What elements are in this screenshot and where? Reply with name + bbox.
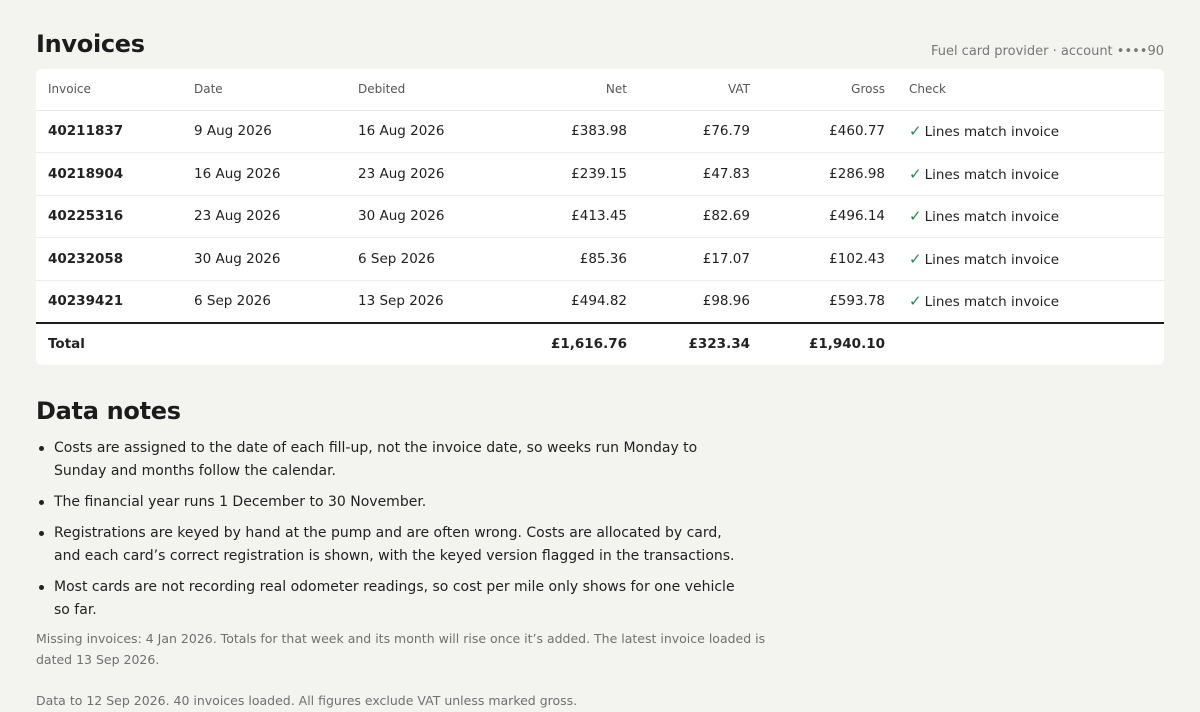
gross-amount: £496.14	[762, 195, 897, 238]
column-header-debited[interactable]: Debited	[346, 69, 496, 110]
debited-date: 6 Sep 2026	[346, 238, 496, 281]
invoice-number: 40225316	[36, 195, 182, 238]
table-row[interactable]	[36, 110, 1164, 153]
invoice-number: 40232058	[36, 238, 182, 281]
data-footer-note: Data to 12 Sep 2026. 40 invoices loaded. All figures exclude VAT unless marked gross.	[36, 692, 578, 708]
total-gross: £1,940.10	[762, 323, 897, 365]
net-amount: £239.15	[496, 153, 639, 196]
list-item: Registrations are keyed by hand at the pump and are often wrong. Costs are allocated by card, and each card’s correct registration is shown, with the keyed version flagged in the transactions.	[36, 522, 736, 568]
net-amount: £413.45	[496, 195, 639, 238]
vat-amount: £17.07	[639, 238, 762, 281]
table-row[interactable]	[36, 153, 1164, 196]
check-label: Lines match invoice	[924, 294, 1060, 310]
table-row[interactable]	[36, 195, 1164, 238]
missing-invoices-note: Missing invoices: 4 Jan 2026. Totals for that week and its month will rise once it’s added. The latest invoice loaded is dated 13 Sep 2026.	[36, 630, 766, 667]
invoice-date: 30 Aug 2026	[182, 238, 346, 281]
debited-date: 16 Aug 2026	[346, 110, 496, 153]
column-header-check[interactable]: Check	[897, 69, 1164, 110]
table-row[interactable]	[36, 238, 1164, 281]
net-amount: £383.98	[496, 110, 639, 153]
invoice-date: 23 Aug 2026	[182, 195, 346, 238]
column-header-gross[interactable]: Gross	[762, 69, 897, 110]
vat-amount: £82.69	[639, 195, 762, 238]
total-net: £1,616.76	[496, 323, 639, 365]
debited-date: 23 Aug 2026	[346, 153, 496, 196]
page-header	[36, 28, 1164, 69]
gross-amount: £460.77	[762, 110, 897, 153]
checkmark-icon: ✓	[909, 249, 922, 268]
account-label: Fuel card provider · account ••••90	[930, 44, 1164, 59]
checkmark-icon: ✓	[909, 122, 922, 141]
page-title: Invoices	[36, 30, 145, 58]
invoice-date: 9 Aug 2026	[182, 110, 346, 153]
checkmark-icon: ✓	[909, 207, 922, 226]
debited-date: 13 Sep 2026	[358, 293, 444, 309]
net-amount: £494.82	[571, 293, 627, 309]
vat-amount: £98.96	[702, 293, 750, 309]
check-label: Lines match invoice	[924, 251, 1060, 268]
column-header-date[interactable]: Date	[182, 69, 346, 110]
total-vat: £323.34	[639, 323, 762, 365]
invoice-date: 16 Aug 2026	[182, 153, 346, 196]
invoice-date: 6 Sep 2026	[194, 293, 271, 309]
checkmark-icon: ✓	[909, 164, 922, 183]
invoice-number: 40211837	[36, 110, 182, 153]
column-header-invoice[interactable]: Invoice	[36, 69, 182, 110]
table-row[interactable]	[36, 280, 1164, 323]
check-status	[897, 238, 1164, 281]
check-label: Lines match invoice	[924, 166, 1060, 183]
net-amount: £85.36	[496, 238, 639, 281]
list-item: Most cards are not recording real odometer readings, so cost per mile only shows for one vehicle so far.	[36, 576, 736, 622]
invoice-number: 40239421	[48, 293, 124, 309]
invoice-number: 40218904	[36, 153, 182, 196]
column-header-vat[interactable]: VAT	[639, 69, 762, 110]
check-label: Lines match invoice	[924, 124, 1060, 141]
check-status	[897, 153, 1164, 196]
check-status	[897, 280, 1164, 323]
checkmark-icon: ✓	[909, 292, 922, 310]
gross-amount: £102.43	[762, 238, 897, 281]
gross-amount: £286.98	[762, 153, 897, 196]
table-total-row	[36, 323, 1164, 365]
data-notes-title: Data notes	[36, 396, 181, 425]
check-label: Lines match invoice	[924, 209, 1060, 226]
invoices-page	[36, 28, 1164, 708]
gross-amount: £593.78	[829, 293, 885, 309]
invoices-table	[36, 69, 1164, 365]
vat-amount: £76.79	[639, 110, 762, 153]
column-header-net[interactable]: Net	[496, 69, 639, 110]
debited-date: 30 Aug 2026	[346, 195, 496, 238]
data-notes-list	[36, 437, 736, 622]
table-header-row	[36, 69, 1164, 110]
list-item: Costs are assigned to the date of each fill-up, not the invoice date, so weeks run Monday to Sunday and months follow the calendar.	[36, 437, 736, 483]
total-label: Total	[36, 323, 182, 365]
check-status	[897, 195, 1164, 238]
invoices-table-card	[36, 69, 1164, 365]
check-status	[897, 110, 1164, 153]
vat-amount: £47.83	[639, 153, 762, 196]
list-item: The financial year runs 1 December to 30 November.	[36, 491, 736, 514]
